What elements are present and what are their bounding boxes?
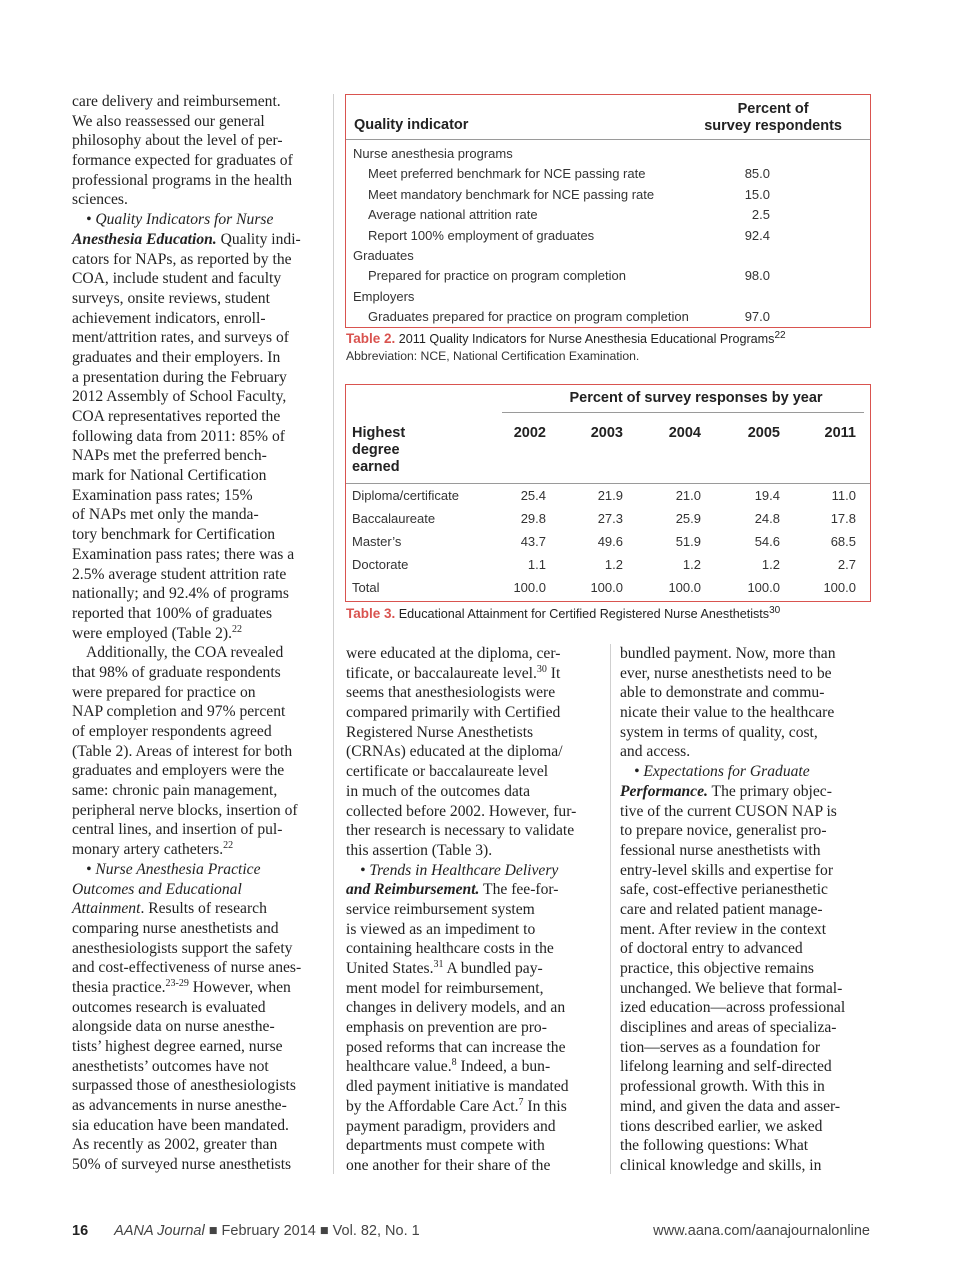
table-row-label: Prepared for practice on program completion	[368, 268, 626, 284]
text-line: • Nurse Anesthesia Practice	[86, 860, 261, 878]
journal-name: AANA Journal	[114, 1223, 205, 1239]
table-row	[346, 554, 870, 577]
citation-superscript: 8	[451, 1057, 457, 1069]
table-3-caption-text: Educational Attainment for Certified Registered Nurse Anesthetists	[398, 607, 770, 621]
text-line: containing healthcare costs in the	[346, 940, 554, 958]
text-line: mark for National Certification	[72, 467, 267, 485]
text-line: surveys, onsite reviews, student	[72, 289, 270, 307]
text-line: Examination pass rates; there was a	[72, 545, 295, 563]
text-line: same: chronic pain management,	[72, 782, 278, 800]
text-line: graduates and their employers. In	[72, 348, 281, 366]
table-3-row-header-line2: degree	[352, 442, 400, 458]
text-line: service reimbursement system	[346, 900, 535, 918]
table-row-label: Report 100% employment of graduates	[368, 227, 595, 243]
text-line: surpassed those of anesthesiologists	[72, 1077, 296, 1095]
column-divider	[610, 644, 611, 1174]
text-line: entry-level skills and expertise for	[620, 861, 834, 879]
text-line: formance expected for graduates of	[72, 152, 293, 170]
citation-superscript: 22	[223, 839, 234, 851]
text-line: and access.	[620, 743, 691, 761]
text-line: Registered Nurse Anesthetists	[346, 723, 534, 741]
text-run: Indeed, a bun-	[456, 1058, 551, 1076]
text-line	[72, 840, 327, 860]
text-line: tory benchmark for Certification	[72, 526, 276, 544]
text-line: payment paradigm, providers and	[346, 1117, 556, 1135]
text-run: The primary objec-	[707, 782, 832, 800]
text-line: central lines, and insertion of pul-	[72, 821, 283, 839]
table-cell: 21.0	[675, 488, 701, 503]
text-line: safe, cost-effective perianesthetic	[620, 881, 828, 899]
table-year-header: 2003	[590, 425, 623, 441]
text-run: healthcare value.	[346, 1058, 452, 1076]
text-line: lifelong learning and self-directed	[620, 1058, 832, 1076]
text-run: A bundled pay-	[443, 960, 543, 977]
text-line: achievement indicators, enroll-	[72, 309, 266, 327]
table-2-caption-text: 2011 Quality Indicators for Nurse Anesthesia Educational Programs	[398, 332, 775, 346]
text-line: outcomes research is evaluated	[72, 998, 266, 1016]
text-line: COA, include student and faculty	[72, 270, 282, 288]
text-line: ment. After review in the context	[620, 920, 827, 938]
text-line	[346, 664, 604, 684]
text-line: sia education have been mandated.	[72, 1116, 289, 1134]
text-line: collected before 2002. However, fur-	[346, 802, 577, 820]
table-cell: 11.0	[831, 488, 856, 503]
text-line: care and related patient manage-	[620, 900, 823, 918]
text-run: The fee-for-	[479, 881, 559, 899]
text-line: mind, and given the data and asser-	[620, 1097, 841, 1115]
text-line: graduates and employers were the	[72, 762, 285, 780]
text-line: system in terms of quality, cost,	[620, 723, 818, 741]
table-row-value: 2.5	[751, 207, 770, 223]
text-line: sciences.	[72, 191, 128, 209]
table-row	[346, 204, 870, 224]
table-year-header: 2005	[747, 425, 780, 441]
text-line: Additionally, the COA revealed	[86, 644, 284, 662]
table-year-header: 2004	[668, 425, 701, 441]
table-3-caption	[346, 606, 780, 621]
table-cell: 100.0	[668, 580, 701, 595]
text-line: tions described earlier, we asked	[620, 1117, 823, 1135]
text-line: certificate or baccalaureate level	[346, 763, 549, 781]
table-row	[346, 245, 870, 265]
table-2-caption-label: Table 2.	[346, 331, 396, 346]
text-run: Quality indi-	[216, 230, 301, 248]
table-cell: 43.7	[520, 534, 546, 549]
table-cell: 1.2	[682, 557, 701, 572]
text-line: As recently as 2002, greater than	[72, 1136, 278, 1154]
text-line: unchanged. We believe that formal-	[620, 979, 843, 997]
text-line: tive of the current CUSON NAP is	[620, 802, 837, 820]
text-line: compared primarily with Certified	[346, 704, 561, 722]
table-row-label: Baccalaureate	[352, 511, 436, 526]
text-line: comparing nurse anesthetists and	[72, 919, 279, 937]
column-divider	[333, 94, 334, 1174]
page-number: 16	[72, 1223, 89, 1239]
text-run: by the Affordable Care Act.	[346, 1097, 519, 1115]
table-3-span-rule	[502, 412, 864, 413]
citation-superscript: 7	[518, 1096, 524, 1108]
text-line: reported that 100% of graduates	[72, 604, 273, 622]
text-line: is viewed as an impediment to	[346, 920, 536, 938]
text-line: ized education—across professional	[620, 999, 846, 1017]
table-row-label: Employers	[353, 288, 415, 304]
text-line: were educated at the diploma, cer-	[346, 645, 561, 662]
text-line: • Quality Indicators for Nurse	[86, 211, 274, 229]
text-line: ment/attrition rates, and surveys of	[72, 329, 289, 347]
table-cell: 51.9	[675, 534, 701, 549]
text-line: cators for NAPs, as reported by the	[72, 250, 292, 268]
table-row-value: 92.4	[744, 227, 770, 243]
table-row-value: 15.0	[744, 186, 770, 202]
text-line: (Table 2). Areas of interest for both	[72, 742, 293, 760]
text-line	[346, 861, 604, 881]
text-line	[346, 1097, 604, 1117]
text-line: departments must compete with	[346, 1137, 545, 1155]
citation-superscript: 23-29	[165, 977, 189, 989]
text-line: Examination pass rates; 15%	[72, 486, 253, 504]
table-row	[346, 485, 870, 508]
table-row	[346, 577, 870, 600]
footer-citation	[72, 1223, 420, 1239]
table-cell: 54.6	[754, 534, 780, 549]
citation-superscript: 30	[536, 663, 547, 675]
table-cell: 27.3	[597, 511, 623, 526]
table-2-abbreviation: Abbreviation: NCE, National Certification Examination.	[346, 349, 640, 363]
table-row-label: Graduates	[353, 248, 414, 263]
text-run: and Reimbursement.	[346, 881, 480, 899]
text-line: professional programs in the health	[72, 171, 292, 189]
table-row	[346, 184, 870, 204]
left-column	[72, 92, 327, 1175]
table-cell: 1.2	[761, 557, 780, 572]
text-line: nationally; and 92.4% of programs	[72, 585, 289, 603]
journal-website-link[interactable]: www.aana.com/aanajournalonline	[653, 1223, 870, 1239]
text-line: NAP completion and 97% percent	[72, 703, 286, 721]
text-run: • Trends in Healthcare Delivery	[360, 861, 559, 879]
text-line	[72, 899, 327, 919]
text-line	[72, 624, 327, 644]
text-line: alongside data on nurse anesthe-	[72, 1018, 275, 1036]
text-line: ever, nurse anesthetists need to be	[620, 664, 832, 682]
text-line: practice, this objective remains	[620, 960, 814, 977]
table-3-row-header	[352, 425, 405, 476]
table-row	[346, 163, 870, 183]
text-line: of doctoral entry to advanced	[620, 940, 803, 958]
table-3-caption-label: Table 3.	[346, 606, 396, 621]
table-3-row-header-line1: Highest	[352, 425, 406, 441]
table-cell: 19.4	[754, 488, 780, 503]
citation-superscript: 31	[433, 958, 444, 970]
table-row-label: Master’s	[352, 534, 402, 549]
table-3-row-header-line3: earned	[352, 459, 400, 475]
citation-superscript: 22	[231, 623, 242, 635]
table-3-span-header: Percent of survey responses by year	[569, 390, 823, 406]
table-cell: 29.8	[520, 511, 546, 526]
table-row	[346, 531, 870, 554]
table-row-value: 85.0	[744, 166, 770, 182]
text-run: However, when	[188, 978, 291, 996]
text-line: COA representatives reported the	[72, 408, 281, 425]
issue-info: ■ February 2014 ■ Vol. 82, No. 1	[208, 1223, 420, 1239]
table-row-value: 97.0	[744, 309, 770, 325]
table-row-label: Nurse anesthesia programs	[353, 146, 513, 161]
text-line: that 98% of graduate respondents	[72, 663, 281, 681]
table-2	[345, 94, 871, 328]
table-2-header	[346, 95, 870, 140]
text-line: one another for their share of the	[346, 1156, 551, 1174]
text-line: 2012 Assembly of School Faculty,	[72, 388, 287, 406]
table-year-header: 2011	[824, 425, 856, 441]
text-line: able to demonstrate and commu-	[620, 684, 825, 702]
text-line: nicate their value to the healthcare	[620, 704, 835, 722]
text-run: It	[546, 664, 561, 682]
table-row-value: 98.0	[744, 268, 770, 284]
text-line	[72, 230, 327, 250]
table-cell: 17.8	[830, 511, 856, 526]
text-line: philosophy about the level of per-	[72, 132, 283, 150]
table-row-label: Graduates prepared for practice on program completion	[368, 309, 689, 325]
table-row-label: Meet mandatory benchmark for NCE passing rate	[368, 186, 655, 202]
table-cell: 24.8	[754, 511, 780, 526]
text-line: of employer respondents agreed	[72, 723, 272, 740]
table-cell: 1.1	[527, 557, 546, 572]
text-line: peripheral nerve blocks, insertion of	[72, 801, 298, 819]
table-year-header: 2002	[513, 425, 546, 441]
text-line: seems that anesthesiologists were	[346, 684, 556, 702]
text-line	[346, 1057, 604, 1077]
text-line: in much of the outcomes data	[346, 782, 531, 800]
table-2-header-percent-line1: Percent of	[737, 101, 809, 117]
table-cell: 1.2	[604, 557, 623, 572]
text-line: anesthesiologists support the safety	[72, 939, 293, 957]
text-line: a presentation during the February	[72, 368, 287, 386]
text-line: NAPs met the preferred bench-	[72, 447, 267, 465]
table-cell: 100.0	[823, 580, 856, 595]
table-3-caption-ref: 30	[769, 604, 781, 616]
text-run: Performance.	[620, 782, 708, 800]
text-line: ther research is necessary to validate	[346, 822, 575, 840]
text-line: Outcomes and Educational	[72, 880, 242, 898]
text-line: 50% of surveyed nurse anesthetists	[72, 1156, 292, 1174]
text-line: following data from 2011: 85% of	[72, 427, 285, 445]
text-line: • Expectations for Graduate	[634, 763, 810, 781]
text-line: We also reassessed our general	[72, 112, 265, 130]
text-run: thesia practice.	[72, 978, 166, 996]
text-line	[72, 978, 327, 998]
text-line: to prepare novice, generalist pro-	[620, 822, 827, 840]
table-cell: 68.5	[830, 534, 856, 549]
table-cell: 21.9	[597, 488, 623, 503]
text-run: United States.	[346, 960, 434, 977]
table-cell: 25.9	[675, 511, 701, 526]
text-line: anesthetists’ outcomes have not	[72, 1057, 269, 1075]
table-row	[346, 508, 870, 531]
table-2-header-percent-line2: survey respondents	[704, 118, 842, 134]
table-cell: 100.0	[590, 580, 623, 595]
table-row	[346, 225, 870, 245]
table-row-label: Meet preferred benchmark for NCE passing rate	[368, 166, 646, 182]
table-row-label: Doctorate	[352, 557, 409, 572]
table-2-header-percent	[704, 101, 842, 135]
text-line: tists’ highest degree earned, nurse	[72, 1038, 283, 1055]
table-3-header-rule	[346, 483, 870, 484]
text-line: 2.5% average student attrition rate	[72, 565, 287, 583]
text-line: dled payment initiative is mandated	[346, 1078, 569, 1096]
table-row	[346, 286, 870, 306]
text-line: the following questions: What	[620, 1137, 809, 1155]
text-line: were prepared for practice on	[72, 683, 256, 701]
right-column	[620, 644, 875, 1176]
text-line: care delivery and reimbursement.	[72, 93, 281, 110]
table-2-header-indicator: Quality indicator	[354, 117, 469, 133]
text-run: tificate, or baccalaureate level.	[346, 664, 537, 682]
table-cell: 100.0	[747, 580, 780, 595]
table-row-label: Average national attrition rate	[368, 207, 538, 223]
text-line: tion—serves as a foundation for	[620, 1038, 821, 1056]
table-row	[346, 306, 870, 326]
text-run: Attainment	[72, 900, 141, 918]
text-run: monary artery catheters.	[72, 841, 224, 859]
table-row	[346, 143, 870, 163]
text-run: In this	[523, 1097, 567, 1115]
table-row-label: Diploma/certificate	[352, 488, 459, 503]
text-line: professional growth. With this in	[620, 1078, 825, 1096]
text-line: changes in delivery models, and an	[346, 999, 566, 1017]
text-run: . Results of research	[140, 900, 267, 918]
text-line: as advancements in nurse anesthe-	[72, 1097, 287, 1115]
text-line	[346, 880, 604, 900]
table-2-caption	[346, 331, 786, 346]
text-line: of NAPs met only the manda-	[72, 506, 259, 524]
text-line: fessional nurse anesthetists with	[620, 841, 821, 859]
text-line: clinical knowledge and skills, in	[620, 1156, 822, 1174]
table-cell: 100.0	[513, 580, 546, 595]
table-cell: 2.7	[837, 557, 856, 572]
text-line: emphasis on prevention are pro-	[346, 1019, 547, 1037]
text-line: this assertion (Table 3).	[346, 841, 493, 859]
middle-column	[346, 644, 604, 1176]
text-line: ment model for reimbursement,	[346, 979, 544, 997]
text-line: bundled payment. Now, more than	[620, 645, 836, 662]
table-3	[345, 384, 871, 602]
text-run: Anesthesia Education.	[72, 230, 217, 248]
text-line	[620, 782, 875, 802]
text-line: (CRNAs) educated at the diploma/	[346, 743, 563, 761]
text-line	[346, 959, 604, 979]
text-line: and cost-effectiveness of nurse anes-	[72, 959, 302, 977]
table-cell: 25.4	[520, 488, 546, 503]
text-run: were employed (Table 2).	[72, 624, 232, 642]
table-2-caption-ref: 22	[774, 329, 786, 341]
text-line: disciplines and areas of specializa-	[620, 1019, 837, 1037]
text-line: posed reforms that can increase the	[346, 1038, 566, 1056]
table-cell: 49.6	[597, 534, 623, 549]
table-row	[346, 265, 870, 285]
table-row-label: Total	[352, 580, 380, 595]
